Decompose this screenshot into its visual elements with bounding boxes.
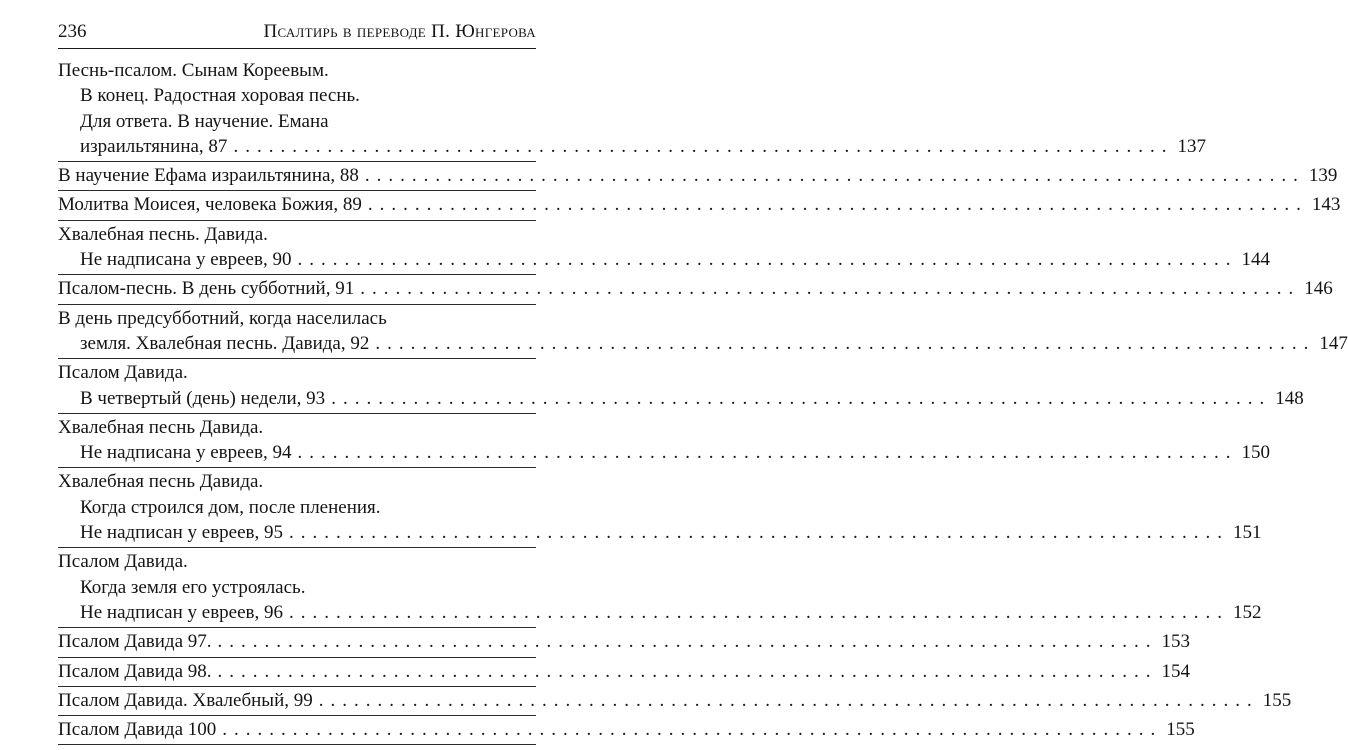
toc-entry xyxy=(58,275,1333,304)
toc-entry-text: Не надписана у евреев, 90 xyxy=(80,249,292,271)
dot-leader: ................................................................................ xyxy=(297,249,1238,271)
toc-entry-text: Хвалебная песнь Давида. xyxy=(58,471,264,493)
dot-leader: ................................................................................ xyxy=(375,332,1316,354)
page-number: 236 xyxy=(58,21,87,42)
toc-entry xyxy=(58,687,1292,716)
toc-entry-text: Псалом Давида. xyxy=(58,362,188,384)
toc-entry-text: земля. Хвалебная песнь. Давида, 92 xyxy=(80,332,370,354)
toc-entry-line xyxy=(58,440,1270,465)
toc-entry-line xyxy=(58,58,536,83)
toc-page-number: 143 xyxy=(1311,194,1341,216)
dot-leader: ................................................................................ xyxy=(289,601,1230,623)
toc-entry-line xyxy=(58,549,536,574)
dot-leader: ................................................................................ xyxy=(222,719,1163,741)
toc-page-number: 150 xyxy=(1241,442,1270,464)
toc-entry-text: Псалом Давида 97. xyxy=(58,631,212,653)
toc-entry-text: Псалом Давида 100 xyxy=(58,719,217,741)
toc-entry xyxy=(58,548,1262,628)
toc-entry-text: Не надписан у евреев, 96 xyxy=(80,601,284,623)
toc-entry xyxy=(58,468,1262,548)
toc-entry-text: Для ответа. В научение. Емана xyxy=(80,110,329,132)
toc-entry xyxy=(58,57,1206,162)
toc-entry-line xyxy=(58,331,1348,356)
toc-entry-text: Псалом-песнь. В день субботний, 91 xyxy=(58,278,355,300)
toc-entry-line xyxy=(58,247,1270,272)
table-of-contents xyxy=(58,57,1348,745)
toc-entry-text: Когда земля его устроялась. xyxy=(80,576,306,598)
toc-entry-text: В день предсубботний, когда населилась xyxy=(58,307,387,329)
toc-entry-line xyxy=(58,495,536,520)
dot-leader: ................................................................................ xyxy=(217,660,1158,682)
toc-entry-text: израильтянина, 87 xyxy=(80,135,228,157)
toc-entry-text: Хвалебная песнь Давида. xyxy=(58,416,264,438)
toc-entry-line xyxy=(58,192,1341,217)
dot-leader: ................................................................................ xyxy=(360,278,1301,300)
toc-entry xyxy=(58,658,1191,687)
toc-entry-line xyxy=(58,688,1292,713)
toc-page-number: 154 xyxy=(1161,660,1191,682)
toc-entry-text: Псалом Давида. Хвалебный, 99 xyxy=(58,689,313,711)
toc-entry-line xyxy=(58,222,536,247)
dot-leader: ................................................................................ xyxy=(318,689,1259,711)
dot-leader: ................................................................................ xyxy=(289,522,1230,544)
toc-entry-line xyxy=(58,386,1304,411)
toc-entry-text: Псалом Давида. xyxy=(58,551,188,573)
toc-entry xyxy=(58,414,1270,469)
dot-leader: ................................................................................ xyxy=(331,387,1272,409)
toc-page-number: 153 xyxy=(1161,631,1191,653)
toc-entry-line xyxy=(58,306,536,331)
toc-entry-line xyxy=(58,520,1262,545)
toc-page-number: 148 xyxy=(1275,387,1304,409)
toc-page-number: 144 xyxy=(1241,249,1270,271)
toc-page-number: 155 xyxy=(1262,689,1292,711)
toc-entry xyxy=(58,305,1348,360)
toc-entry xyxy=(58,221,1270,276)
toc-entry-line xyxy=(58,83,536,108)
toc-entry-line xyxy=(58,629,1191,654)
dot-leader: ................................................................................ xyxy=(217,631,1158,653)
dot-leader: ................................................................................ xyxy=(364,165,1305,187)
toc-entry xyxy=(58,162,1338,191)
toc-entry-line xyxy=(58,276,1333,301)
dot-leader: ................................................................................ xyxy=(233,135,1174,157)
toc-entry-line xyxy=(58,469,536,494)
toc-entry-line xyxy=(58,360,536,385)
toc-entry-line xyxy=(58,109,536,134)
toc-entry-line xyxy=(58,717,1195,742)
toc-entry-text: Песнь-псалом. Сынам Кореевым. xyxy=(58,60,329,81)
toc-entry-text: Не надписана у евреев, 94 xyxy=(80,442,292,464)
toc-entry-text: В конец. Радостная хоровая песнь. xyxy=(80,85,360,107)
toc-entry-line xyxy=(58,163,1338,188)
dot-leader: ................................................................................ xyxy=(297,442,1238,464)
toc-entry-line xyxy=(58,575,536,600)
toc-entry-line xyxy=(58,134,1206,159)
page-header xyxy=(58,18,536,49)
toc-entry xyxy=(58,716,1195,745)
toc-page-number: 155 xyxy=(1166,719,1195,741)
toc-entry-text: Когда строился дом, после пленения. xyxy=(80,496,381,518)
toc-page-number: 147 xyxy=(1319,332,1348,354)
toc-entry xyxy=(58,191,1341,220)
toc-entry-text: В научение Ефама израильтянина, 88 xyxy=(58,165,359,187)
toc-page-number: 146 xyxy=(1304,278,1333,300)
toc-entry xyxy=(58,628,1191,657)
toc-entry-line xyxy=(58,415,536,440)
toc-entry-line xyxy=(58,600,1262,625)
running-title: Псалтирь в переводе П. Юнгерова xyxy=(263,21,536,42)
toc-page-number: 139 xyxy=(1308,165,1338,187)
toc-entry-text: Хвалебная песнь. Давида. xyxy=(58,223,268,245)
toc-entry-text: В четвертый (день) недели, 93 xyxy=(80,387,326,409)
toc-entry-text: Не надписан у евреев, 95 xyxy=(80,522,284,544)
toc-entry xyxy=(58,359,1304,414)
toc-page-number: 152 xyxy=(1233,601,1262,623)
dot-leader: ................................................................................ xyxy=(367,194,1308,216)
toc-entry-text: Псалом Давида 98. xyxy=(58,660,212,682)
toc-entry-text: Молитва Моисея, человека Божия, 89 xyxy=(58,194,362,216)
toc-page-number: 137 xyxy=(1177,135,1206,157)
toc-entry-line xyxy=(58,659,1191,684)
toc-page-number: 151 xyxy=(1233,522,1262,544)
